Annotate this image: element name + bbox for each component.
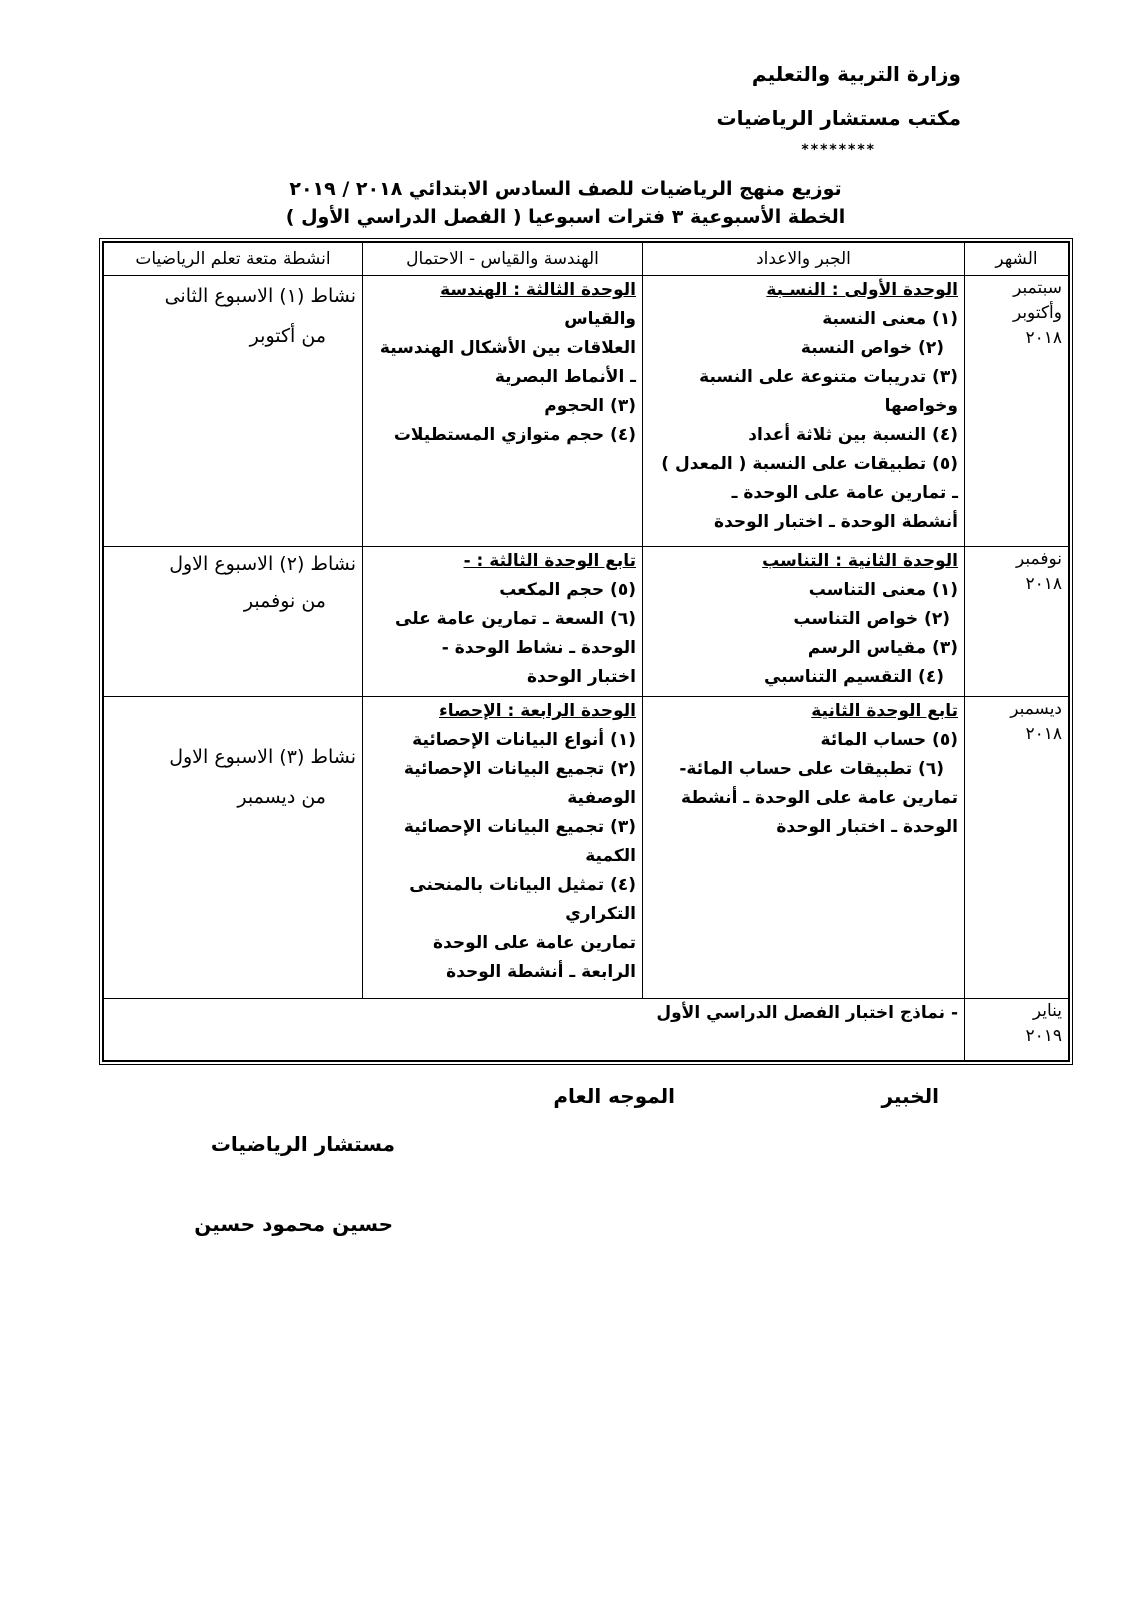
ministry-name: وزارة التربية والتعليم — [751, 62, 961, 86]
table-header-row — [104, 243, 1069, 276]
signature-expert: الخبير — [881, 1084, 939, 1108]
month-cell: ديسمبر ٢٠١٨ — [965, 697, 1069, 999]
list-item: (٤) تمثيل البيانات بالمنحنى التكراري — [409, 875, 636, 924]
list-item: (١) أنواع البيانات الإحصائية — [412, 730, 636, 750]
algebra-cell — [643, 547, 965, 697]
unit-title: الوحدة الأولى : النسـبة — [766, 280, 958, 300]
list-item: (٣) تدريبات متنوعة على النسبة وخواصها — [699, 367, 958, 416]
list-item: (٢) تجميع البيانات الإحصائية الوصفية — [403, 759, 636, 808]
list-item: (٤) التقسيم التناسبي — [763, 667, 944, 687]
unit-title: تابع الوحدة الثانية — [811, 701, 958, 721]
table-row — [104, 697, 1069, 999]
list-item: (٦) تطبيقات على حساب المائة- — [679, 759, 944, 779]
list-item: الوحدة ـ اختبار الوحدة — [776, 817, 958, 837]
list-item: (٤) النسبة بين ثلاثة أعداد — [748, 425, 958, 445]
list-item: ـ الأنماط البصرية — [494, 367, 636, 387]
title-line-2: الخطة الأسبوعية ٣ فترات اسبوعيا ( الفصل الدراسي الأول ) — [285, 206, 846, 228]
list-item: (٥) حجم المكعب — [499, 580, 636, 600]
january-exam-note: - نماذج اختبار الفصل الدراسي الأول — [104, 999, 965, 1061]
list-item: (٦) السعة ـ تمارين عامة على — [395, 609, 636, 629]
month-cell: نوفمبر ٢٠١٨ — [965, 547, 1069, 697]
list-item: (٢) خواص التناسب — [793, 609, 950, 629]
office-name: مكتب مستشار الرياضيات — [716, 106, 961, 130]
list-item: اختبار الوحدة — [526, 667, 636, 687]
activity-cell: نشاط (٣) الاسبوع الاول من ديسمبر — [104, 697, 363, 999]
geometry-cell — [363, 547, 643, 697]
list-item: أنشطة الوحدة ـ اختبار الوحدة — [714, 512, 958, 532]
list-item: والقياس — [564, 309, 636, 329]
table-row — [104, 276, 1069, 547]
column-header-geometry: الهندسة والقياس - الاحتمال — [363, 243, 643, 276]
header-stars: ******** — [801, 142, 876, 158]
plan-table-frame — [99, 238, 1073, 1065]
column-header-month: الشهر — [965, 243, 1069, 276]
list-item: (٥) تطبيقات على النسبة ( المعدل ) — [661, 454, 958, 474]
list-item: (٣) الحجوم — [544, 396, 636, 416]
unit-title: تابع الوحدة الثالثة : - — [463, 551, 636, 571]
list-item: ـ تمارين عامة على الوحدة ـ — [731, 483, 958, 503]
column-header-algebra: الجبر والاعداد — [643, 243, 965, 276]
list-item: تمارين عامة على الوحدة ـ أنشطة — [681, 788, 958, 808]
activity-cell: نشاط (٢) الاسبوع الاول من نوفمبر — [104, 547, 363, 697]
list-item: (٣) مقياس الرسم — [807, 638, 958, 658]
title-line-1: توزيع منهج الرياضيات للصف السادس الابتدائي ٢٠١٨ / ٢٠١٩ — [289, 178, 842, 200]
list-item: الرابعة ـ أنشطة الوحدة — [446, 962, 636, 982]
unit-title: الوحدة الثانية : التناسب — [762, 551, 958, 571]
list-item: (٤) حجم متوازي المستطيلات — [393, 425, 636, 445]
plan-table — [103, 242, 1069, 1061]
table-row — [104, 547, 1069, 697]
list-item: (١) معنى النسبة — [822, 309, 958, 329]
list-item: (٣) تجميع البيانات الإحصائية الكمية — [403, 817, 636, 866]
list-item: (١) معنى التناسب — [808, 580, 958, 600]
geometry-cell — [363, 276, 643, 547]
list-item: الوحدة ـ نشاط الوحدة - — [441, 638, 636, 658]
signature-supervisor: الموجه العام — [553, 1084, 675, 1108]
activity-cell: نشاط (١) الاسبوع الثانى من أكتوبر — [104, 276, 363, 547]
list-item: (٢) خواص النسبة — [800, 338, 944, 358]
geometry-cell — [363, 697, 643, 999]
algebra-cell — [643, 697, 965, 999]
unit-title: الوحدة الرابعة : الإحصاء — [439, 701, 636, 721]
month-cell: يناير ٢٠١٩ — [965, 999, 1069, 1061]
list-item: العلاقات بين الأشكال الهندسية — [379, 338, 636, 358]
month-cell: سبتمبر وأكتوبر ٢٠١٨ — [965, 276, 1069, 547]
table-row-january — [104, 999, 1069, 1061]
algebra-cell — [643, 276, 965, 547]
list-item: تمارين عامة على الوحدة — [433, 933, 636, 953]
signature-advisor-title: مستشار الرياضيات — [210, 1132, 395, 1156]
column-header-activities: انشطة متعة تعلم الرياضيات — [104, 243, 363, 276]
list-item: (٥) حساب المائة — [820, 730, 958, 750]
signature-advisor-name: حسين محمود حسين — [194, 1212, 393, 1236]
unit-title: الوحدة الثالثة : الهندسة — [440, 280, 636, 300]
